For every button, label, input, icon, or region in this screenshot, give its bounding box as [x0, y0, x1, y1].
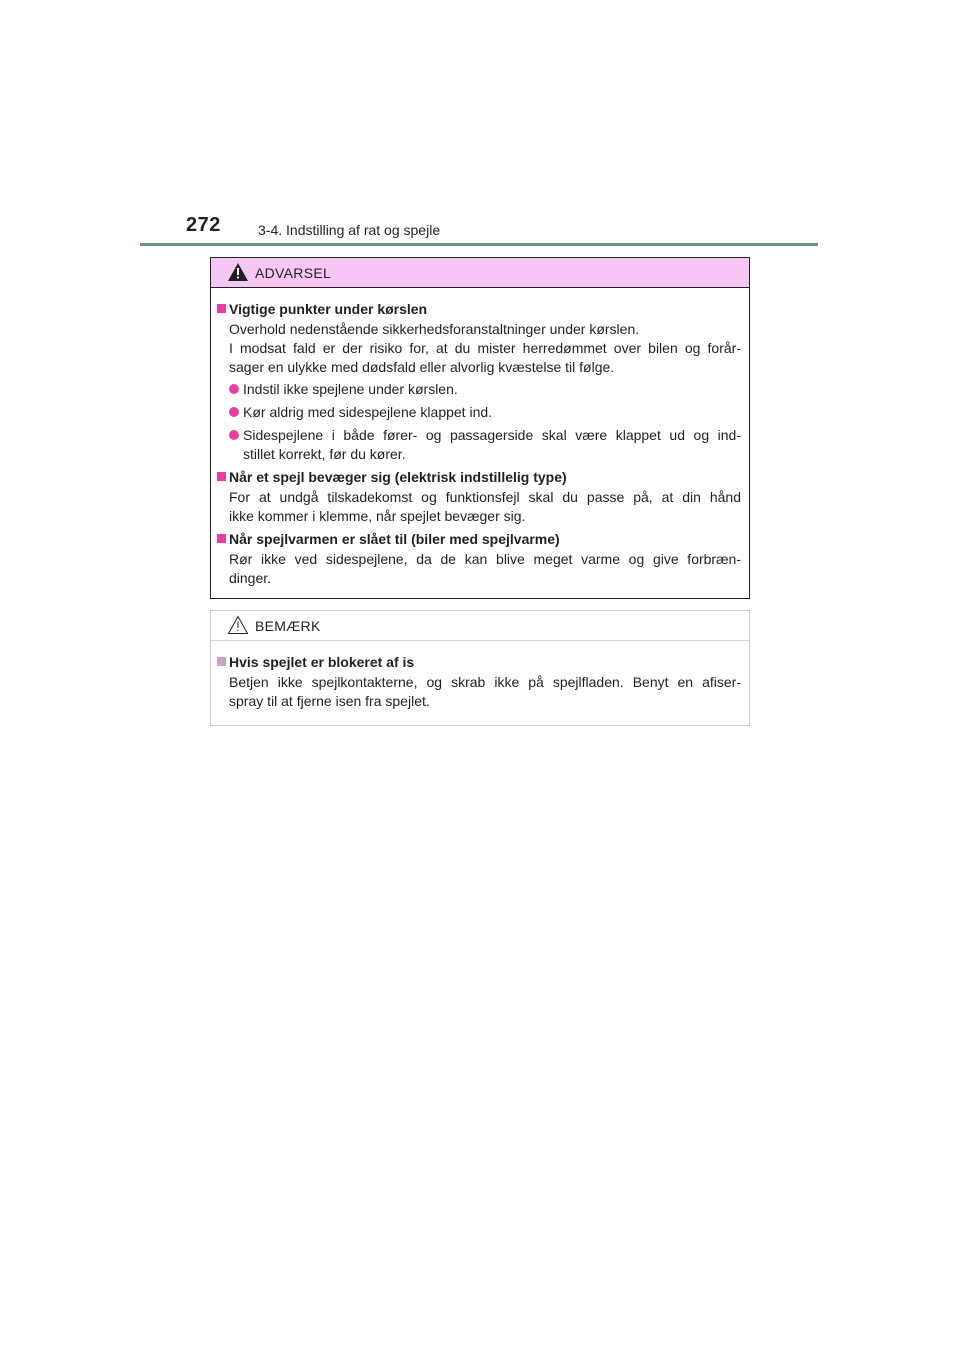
round-bullet-icon: [229, 407, 239, 417]
header-divider: [140, 243, 818, 246]
warning-paragraph-3: Rør ikke ved sidespejlene, da de kan blive meget varme og give forbræn- dinger.: [229, 551, 741, 586]
notice-box: [210, 610, 750, 726]
notice-header: [211, 611, 749, 641]
square-bullet-icon: [217, 534, 226, 543]
warning-paragraph-2: For at undgå tilskadekomst og funktionsfejl skal du passe på, at din hånd ikke kommer i klemme, når spejlet bevæger sig.: [229, 489, 741, 524]
warning-heading-3: Når spejlvarmen er slået til (biler med spejlvarme): [217, 530, 741, 549]
warning-paragraph-1: Overhold nedenstående sikkerhedsforanstaltninger under kørslen. I modsat fald er der risiko for, at du mister herredømmet over bilen og forår- sager en ulykke med dødsfald eller alvorlig kvæstelse til følge.: [229, 321, 741, 375]
warning-triangle-outline-icon: [227, 615, 249, 635]
notice-paragraph-1: Betjen ikke spejlkontakterne, og skrab ikke på spejlfladen. Benyt en afiser- spray til at fjerne isen fra spejlet.: [229, 674, 741, 709]
square-bullet-icon: [217, 657, 226, 666]
warning-body: [211, 288, 749, 588]
warning-heading-1: Vigtige punkter under kørslen: [217, 300, 741, 319]
bullet-item: Indstil ikke spejlene under kørslen.: [217, 380, 741, 399]
section-title: 3-4. Indstilling af rat og spejle: [258, 222, 441, 238]
notice-label: BEMÆRK: [255, 618, 321, 634]
page-number: 272: [186, 214, 221, 236]
warning-box: [210, 257, 750, 599]
bullet-item: Sidespejlene i både fører- og passagerside skal være klappet ud og ind- stillet korrekt, før du kører.: [217, 426, 741, 464]
round-bullet-icon: [229, 384, 239, 394]
notice-heading-1: Hvis spejlet er blokeret af is: [217, 653, 741, 672]
square-bullet-icon: [217, 304, 226, 313]
warning-header: [211, 258, 749, 288]
bullet-item: Kør aldrig med sidespejlene klappet ind.: [217, 403, 741, 422]
warning-label: ADVARSEL: [255, 265, 332, 281]
notice-body: [211, 641, 749, 711]
round-bullet-icon: [229, 430, 239, 440]
warning-triangle-filled-icon: [227, 262, 249, 282]
square-bullet-icon: [217, 472, 226, 481]
warning-heading-2: Når et spejl bevæger sig (elektrisk indstillelig type): [217, 468, 741, 487]
